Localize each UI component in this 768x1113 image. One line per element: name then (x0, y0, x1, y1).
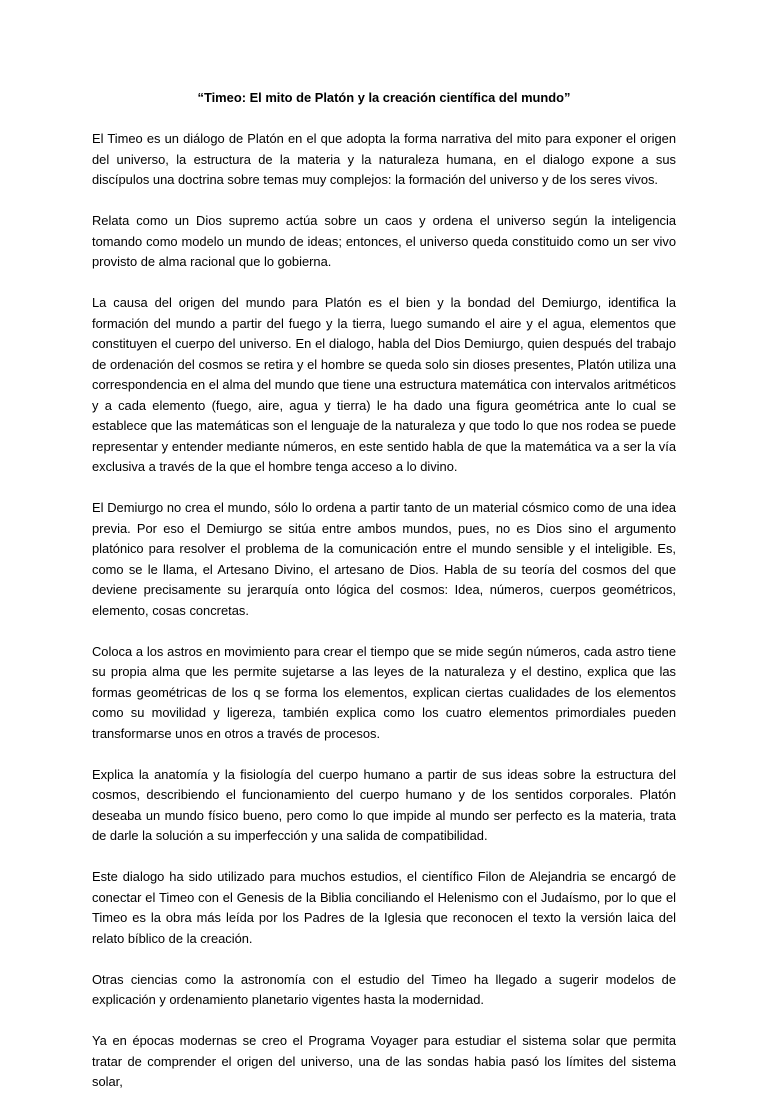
paragraph-9: Ya en épocas modernas se creo el Programa Voyager para estudiar el sistema solar que permita tratar de comprender el origen del universo, una de las sondas habia pasó los límites del sistema solar, (92, 1033, 676, 1089)
paragraph-7: Este dialogo ha sido utilizado para muchos estudios, el científico Filon de Alejandria se encargó de conectar el Timeo con el Genesis de la Biblia conciliando el Helenismo con el Judaísmo, por lo que el Timeo es la obra más leída por los Padres de la Iglesia que reconocen el texto la versión laica del relato bíblico de la creación. (92, 869, 676, 946)
paragraph-5: Coloca a los astros en movimiento para crear el tiempo que se mide según números, cada astro tiene su propia alma que les permite sujetarse a las leyes de la naturaleza y el destino, explica que las formas geométricas de los q se forma los elementos, explican ciertas cualidades de los elementos como su movilidad y ligereza, también explica como los cuatro elementos primordiales pueden transformarse unos en otros a través de procesos. (92, 643, 676, 741)
paragraph-1: El Timeo es un diálogo de Platón en el que adopta la forma narrativa del mito para exponer el origen del universo, la estructura de la materia y la naturaleza humana, en el dialogo expone a sus discípulos una doctrina sobre temas muy complejos: la formación del universo y de los seres vivos. (92, 131, 676, 187)
paragraph-2: Relata como un Dios supremo actúa sobre un caos y ordena el universo según la inteligencia tomando como modelo un mundo de ideas; entonces, el universo queda constituido como un ser vivo provisto de alma racional que lo gobierna. (92, 213, 676, 269)
paragraph-3: La causa del origen del mundo para Platón es el bien y la bondad del Demiurgo, identifica la formación del mundo a partir del fuego y la tierra, luego sumando el aire y el agua, elementos que constituyen el cuerpo del universo. En el dialogo, habla del Dios Demiurgo, quien después del trabajo de ordenación del cosmos se retira y el hombre se queda solo sin dioses presentes, Platón utiliza una correspondencia en el alma del mundo que tiene una estructura matemática con intervalos aritméticos y a cada elemento (fuego, aire, agua y tierra) le ha dado una figura geométrica ante lo cual se establece que las matemáticas son el lenguaje de la naturaleza y que todo lo que nos rodea se puede representar y entender mediante números, en este sentido habla de que la matemática va a ser la vía exclusiva a través de la que el hombre tenga acceso a lo divino. (92, 295, 676, 474)
document-page (92, 88, 676, 1113)
paragraph-8: Otras ciencias como la astronomía con el estudio del Timeo ha llegado a sugerir modelos de explicación y ordenamiento planetario vigentes hasta la modernidad. (92, 971, 676, 1007)
paragraph-6: Explica la anatomía y la fisiología del cuerpo humano a partir de sus ideas sobre la estructura del cosmos, describiendo el funcionamiento del cuerpo humano y de los sentidos corporales. Platón deseaba un mundo físico bueno, pero como lo que impide al mundo ser perfecto es la materia, trata de darle la solución a su imperfección y una salida de compatibilidad. (92, 766, 676, 843)
paragraph-4: El Demiurgo no crea el mundo, sólo lo ordena a partir tanto de un material cósmico como de una idea previa. Por eso el Demiurgo se sitúa entre ambos mundos, pues, no es Dios sino el argumento platónico para resolver el problema de la comunicación entre el mundo sensible y el inteligible. Es, como se le llama, el Artesano Divino, el artesano de Dios. Habla de su teoría del cosmos del que deviene precisamente su jerarquía onto lógica del cosmos: Idea, números, cuerpos geométricos, elemento, cosas concretas. (92, 500, 676, 618)
document-title: “Timeo: El mito de Platón y la creación científica del mundo” (197, 90, 571, 105)
